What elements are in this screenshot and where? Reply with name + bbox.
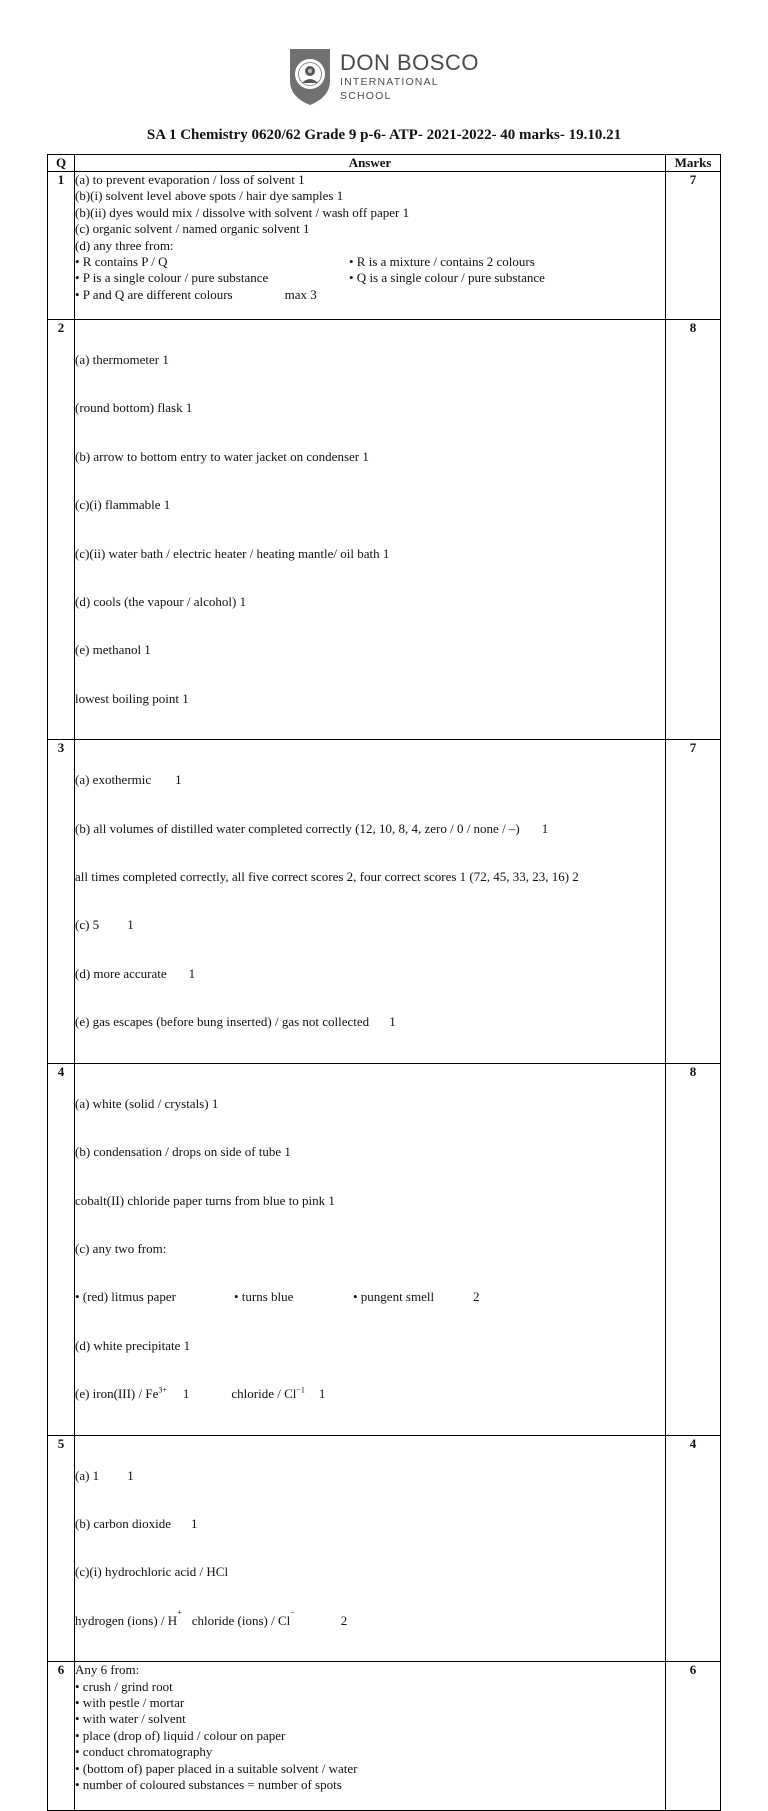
answer-line (75, 1607, 665, 1629)
answer-points-row (75, 1289, 665, 1305)
answer-mark: 1 (127, 1467, 134, 1483)
answer-line: (a) to prevent evaporation / loss of solvent 1 (75, 172, 305, 187)
answer-line: lowest boiling point 1 (75, 690, 189, 706)
question-number: 2 (48, 320, 75, 740)
answer-mark: 1 (541, 820, 549, 836)
question-number: 1 (48, 172, 75, 320)
answer-mark: 1 (182, 1386, 190, 1402)
answer-line: cobalt(II) chloride paper turns from blue to pink 1 (75, 1192, 335, 1208)
answer-line: (round bottom) flask 1 (75, 400, 193, 416)
answer-line (75, 917, 665, 933)
answer-line: Any 6 from: (75, 1662, 140, 1678)
answer-text: (b) all volumes of distilled water completed correctly (12, 10, 8, 4, zero / 0 / none / –) (75, 820, 520, 836)
charge-superscript: 3+ (158, 1385, 167, 1395)
answer-line (75, 1468, 665, 1484)
answer-line: (c)(i) flammable 1 (75, 497, 171, 513)
answer-line: • crush / grind root (75, 1678, 173, 1694)
table-row (48, 1662, 721, 1811)
answer-line: (c) any two from: (75, 1240, 167, 1256)
answer-text: (a) 1 (75, 1467, 100, 1483)
charge-superscript: − (290, 1607, 295, 1617)
answer-line (75, 1014, 665, 1030)
answer-point: • turns blue (234, 1289, 294, 1305)
answer-text: all times completed correctly, all five correct scores 2, four correct scores 1 (72, 45, 33, 23, 16) 2 (75, 869, 579, 885)
marks-value: 7 (666, 740, 721, 1063)
answer-line: • with pestle / mortar (75, 1694, 185, 1710)
answer-cell (75, 1435, 666, 1662)
charge-superscript: + (177, 1607, 182, 1617)
marks-value: 7 (666, 172, 721, 320)
answer-line: • (bottom of) paper placed in a suitable solvent / water (75, 1760, 358, 1776)
answer-mark: 1 (127, 917, 134, 933)
answer-text: chloride (ions) / Cl (191, 1612, 291, 1628)
table-row (48, 740, 721, 1063)
answer-line: (e) methanol 1 (75, 642, 151, 658)
answer-table (47, 154, 721, 1811)
table-row (48, 1063, 721, 1435)
answer-line: (c)(ii) water bath / electric heater / heating mantle/ oil bath 1 (75, 545, 390, 561)
answer-line (75, 1386, 665, 1402)
answer-text: (e) iron(III) / Fe (75, 1386, 159, 1402)
answer-text: (c) 5 (75, 917, 100, 933)
answer-line: (d) white precipitate 1 (75, 1337, 191, 1353)
question-number: 6 (48, 1662, 75, 1811)
answer-text: chloride / Cl (231, 1386, 297, 1402)
table-row (48, 1435, 721, 1662)
answer-cell (75, 1063, 666, 1435)
question-number: 4 (48, 1063, 75, 1435)
answer-line: (a) thermometer 1 (75, 352, 169, 367)
answer-pair (75, 270, 665, 286)
question-number: 3 (48, 740, 75, 1063)
answer-mark: 1 (188, 965, 196, 981)
answer-point: • P is a single colour / pure substance (75, 270, 269, 286)
answer-point: • (red) litmus paper (75, 1289, 176, 1305)
school-logo (288, 46, 480, 108)
table-row (48, 172, 721, 320)
header-answer: Answer (75, 155, 666, 172)
answer-text: (b) carbon dioxide (75, 1515, 172, 1531)
school-name: DON BOSCO (340, 50, 479, 75)
marks-value: 6 (666, 1662, 721, 1811)
answer-mark: 1 (318, 1386, 326, 1402)
header-q: Q (48, 155, 75, 172)
table-header-row (48, 155, 721, 172)
marks-value: 8 (666, 320, 721, 740)
document-title: SA 1 Chemistry 0620/62 Grade 9 p-6- ATP- 2021-2022- 40 marks- 19.10.21 (146, 127, 622, 143)
answer-line: • conduct chromatography (75, 1744, 213, 1760)
answer-point: • P and Q are different colours (75, 286, 233, 302)
answer-text: (e) gas escapes (before bung inserted) / gas not collected (75, 1014, 370, 1030)
answer-line (75, 966, 665, 982)
answer-line: (b)(ii) dyes would mix / dissolve with solvent / wash off paper 1 (75, 204, 410, 220)
answer-line: (b) arrow to bottom entry to water jacket on condenser 1 (75, 448, 369, 464)
answer-pair (75, 254, 665, 270)
answer-line (75, 287, 665, 303)
answer-line (75, 869, 665, 885)
answer-line: (d) any three from: (75, 237, 174, 253)
answer-line: • number of coloured substances = number of spots (75, 1777, 342, 1792)
answer-mark: 2 (340, 1612, 348, 1628)
answer-text: (a) exothermic (75, 772, 152, 788)
answer-mark: 1 (175, 772, 182, 788)
answer-line (75, 821, 665, 837)
school-crest-icon (288, 47, 332, 107)
answer-point: • pungent smell (353, 1289, 435, 1305)
max-mark: max 3 (284, 286, 317, 302)
answer-point: • Q is a single colour / pure substance (349, 270, 545, 286)
answer-point: • R contains P / Q (75, 254, 168, 270)
answer-line: (c) organic solvent / named organic solvent 1 (75, 221, 310, 237)
header-marks: Marks (666, 155, 721, 172)
answer-line: (b)(i) solvent level above spots / hair dye samples 1 (75, 188, 344, 204)
answer-line: • place (drop of) liquid / colour on paper (75, 1727, 286, 1743)
answer-line: • with water / solvent (75, 1711, 186, 1727)
charge-superscript: −1 (296, 1385, 305, 1395)
answer-cell (75, 740, 666, 1063)
answer-mark: 1 (389, 1014, 396, 1030)
answer-cell (75, 320, 666, 740)
answer-text: (d) more accurate (75, 965, 167, 981)
answer-cell (75, 172, 666, 320)
answer-point: • R is a mixture / contains 2 colours (349, 254, 535, 270)
answer-text: hydrogen (ions) / H (75, 1612, 178, 1628)
answer-line (75, 772, 665, 788)
marks-value: 4 (666, 1435, 721, 1662)
answer-mark: 1 (191, 1515, 198, 1531)
answer-line: (b) condensation / drops on side of tube 1 (75, 1144, 291, 1160)
question-number: 5 (48, 1435, 75, 1662)
marks-value: 8 (666, 1063, 721, 1435)
school-subtitle: INTERNATIONAL SCHOOL (340, 76, 439, 102)
answer-line: (d) cools (the vapour / alcohol) 1 (75, 594, 247, 610)
answer-line: (c)(i) hydrochloric acid / HCl (75, 1564, 229, 1580)
answer-line: (a) white (solid / crystals) 1 (75, 1095, 219, 1111)
answer-cell (75, 1662, 666, 1811)
answer-line (75, 1516, 665, 1532)
table-row (48, 320, 721, 740)
answer-mark: 2 (473, 1289, 480, 1305)
